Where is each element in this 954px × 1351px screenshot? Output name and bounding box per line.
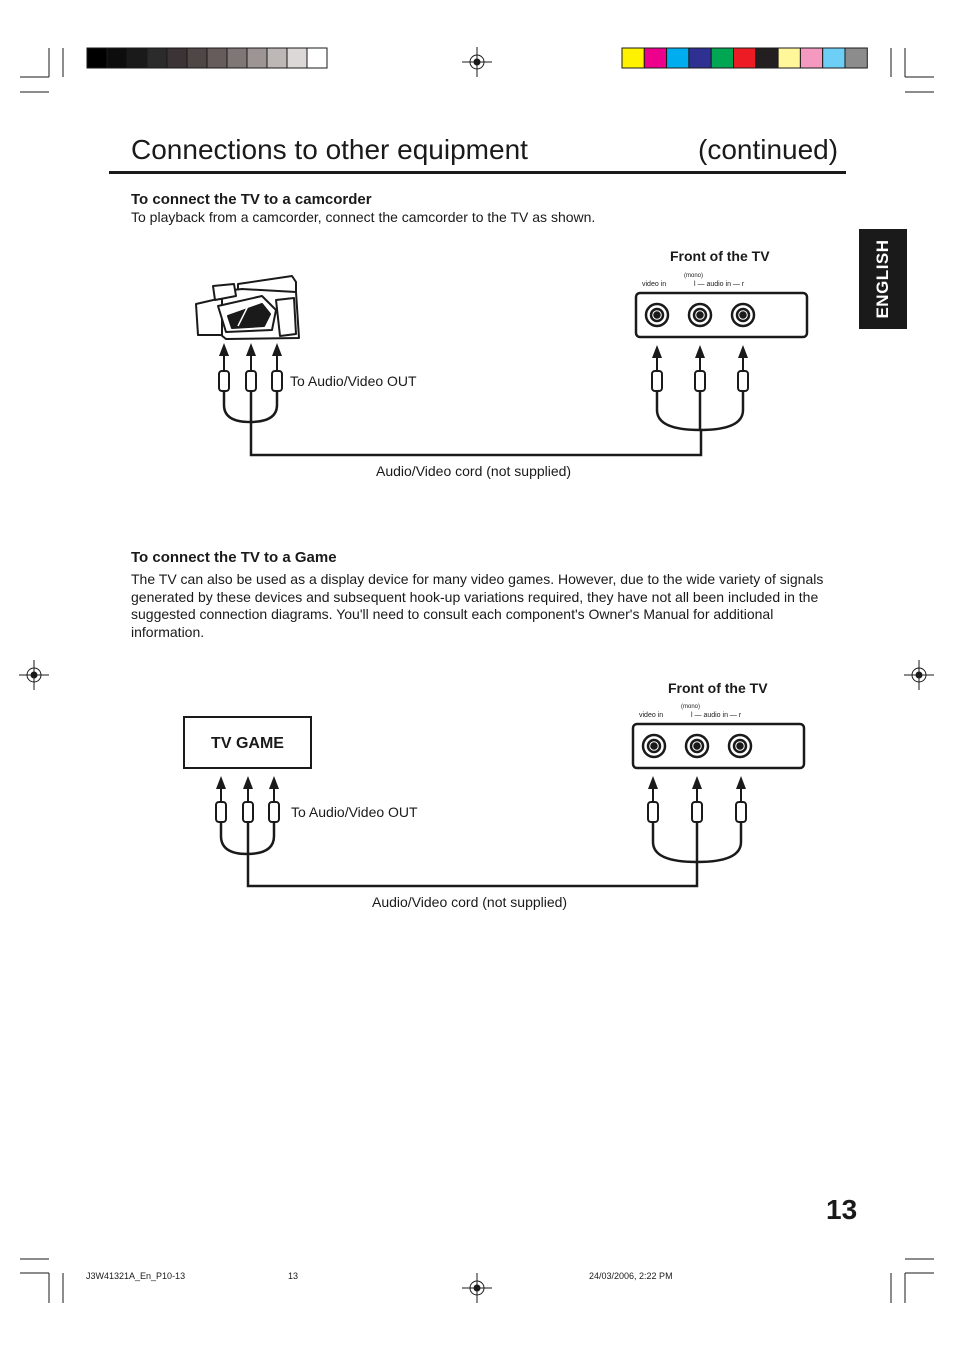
jack-mono-label-game: (mono)	[681, 704, 701, 710]
tv-plugs	[652, 345, 748, 391]
tv-front-label: Front of the TV	[670, 248, 770, 264]
camcorder-heading: To connect the TV to a camcorder	[131, 191, 372, 208]
jack-audio-label-game: l — audio in — r	[691, 712, 742, 719]
tv-front-label-game: Front of the TV	[668, 680, 768, 696]
page-title-suffix: (continued)	[698, 134, 839, 165]
calibration-swatch	[734, 48, 756, 68]
jack-video-label-game: video in	[639, 712, 664, 719]
calibration-swatch	[800, 48, 822, 68]
calibration-swatch	[667, 48, 689, 68]
calibration-swatch	[711, 48, 733, 68]
calibration-swatch	[87, 48, 107, 68]
registration-mark-icon	[19, 660, 49, 690]
page-number: 13	[826, 1194, 858, 1225]
tv-game-label: TV GAME	[211, 735, 284, 752]
tv-game-box	[183, 716, 312, 769]
calibration-swatch	[778, 48, 800, 68]
calibration-swatch	[756, 48, 778, 68]
registration-mark-icon	[462, 1273, 492, 1303]
language-tab-label: ENGLISH	[873, 239, 892, 319]
calibration-swatch	[287, 48, 307, 68]
calibration-swatch	[689, 48, 711, 68]
tv-plugs-game	[648, 776, 746, 822]
game-plugs	[216, 776, 279, 822]
calibration-swatch	[227, 48, 247, 68]
calibration-swatch	[147, 48, 167, 68]
calibration-swatch	[207, 48, 227, 68]
calibration-swatch	[845, 48, 867, 68]
footer-file: J3W41321A_En_P10-13	[86, 1271, 186, 1281]
crop-marks	[20, 48, 934, 1303]
tv-front-panel-game	[633, 724, 804, 768]
tv-cable-game	[653, 822, 741, 862]
tv-front-panel	[636, 293, 807, 337]
camcorder-icon	[196, 276, 299, 339]
camcorder-plugs	[219, 343, 282, 391]
calibration-swatch	[167, 48, 187, 68]
game-cord-label: Audio/Video cord (not supplied)	[372, 894, 568, 910]
calibration-swatch	[644, 48, 666, 68]
camcorder-cord-label: Audio/Video cord (not supplied)	[376, 463, 572, 479]
calibration-swatch	[267, 48, 287, 68]
calibration-swatch	[823, 48, 845, 68]
calibration-swatch	[307, 48, 327, 68]
camcorder-body: To playback from a camcorder, connect the camcorder to the TV as shown.	[131, 209, 596, 225]
game-heading: To connect the TV to a Game	[131, 549, 337, 566]
game-cable	[221, 822, 697, 886]
footer-datetime: 24/03/2006, 2:22 PM	[589, 1271, 673, 1281]
footer-page: 13	[288, 1271, 299, 1281]
calibration-swatch	[247, 48, 267, 68]
jack-video-label: video in	[642, 281, 667, 288]
gray-calibration-bar	[87, 48, 327, 68]
calibration-swatch	[127, 48, 147, 68]
registration-mark-icon	[904, 660, 934, 690]
game-body: The TV can also be used as a display device for many video games. However, due to the wide variety of signals generated by these devices and subsequent hook-up variations required, they have not all been included in the suggested connection diagrams. You'll need to consult each component's Owner's Manual for additional information.	[131, 571, 824, 640]
tv-cable	[657, 391, 743, 430]
jack-audio-label: l — audio in — r	[694, 281, 745, 288]
color-calibration-bar	[622, 48, 867, 68]
calibration-swatch	[622, 48, 644, 68]
calibration-swatch	[187, 48, 207, 68]
game-out-label: To Audio/Video OUT	[291, 804, 418, 820]
jack-mono-label: (mono)	[684, 273, 704, 279]
language-tab	[859, 229, 907, 329]
camcorder-cable	[224, 391, 701, 455]
camcorder-out-label: To Audio/Video OUT	[290, 373, 417, 389]
registration-mark-icon	[462, 47, 492, 77]
title-rule	[109, 171, 846, 174]
calibration-swatch	[107, 48, 127, 68]
page-title: Connections to other equipment	[131, 134, 528, 165]
